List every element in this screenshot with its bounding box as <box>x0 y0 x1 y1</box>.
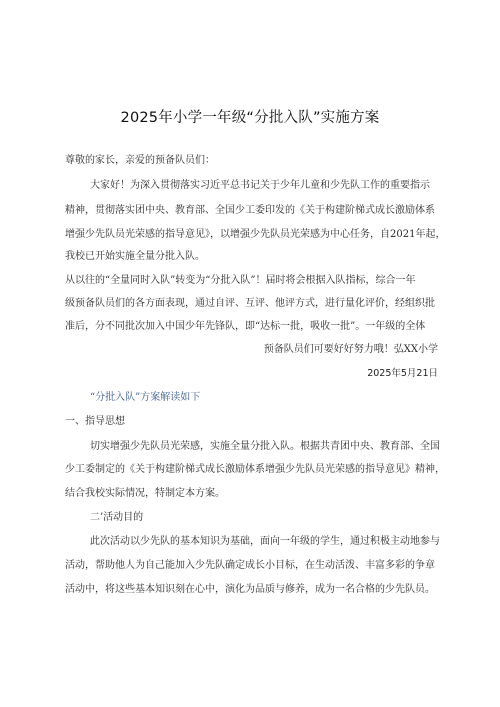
section2-heading: 二’活动目的 <box>90 512 144 523</box>
intro-line-4: 我校已开始实施全量分批入队。 <box>65 251 205 262</box>
intro-line-1: 大家好！为深入贯彻落实习近平总书记关于少年儿童和少先队工作的重要指示 <box>90 180 430 191</box>
intro-line-2: 精神，贯彻落实团中央、教育部、全国少工委印发的《关于构建阶梯式成长激励体系 <box>65 205 435 216</box>
section2-line-2: 活动，帮助他人为自己能加入少先队确定成长小目标，在生动活泼、丰富多彩的争章 <box>65 560 435 571</box>
intro-line-7: 准后，分不同批次加入中国少年先锋队，即“达标一批，吸收一批”。一年级的全体 <box>65 321 426 332</box>
section2-line-3: 活动中，将这些基本知识刻在心中，演化为品质与修养，成为一名合格的少先队员。 <box>65 584 435 595</box>
intro-line-5: 从以往的“全量同时入队”转变为“分批入队”！届时将会根据入队指标，综合一年 <box>65 275 416 286</box>
section2-line-1: 此次活动以少先队的基本知识为基础，面向一年级的学生，通过积极主动地参与 <box>90 536 440 547</box>
section1-heading: 一、指导思想 <box>65 416 125 427</box>
intro-line-8: 预备队员们可要好好努力哦！弘XX小学 <box>263 344 438 355</box>
document-title: 2025年小学一年级“分批入队”实施方案 <box>120 110 380 126</box>
section1-line-3: 结合我校实际情况，特制定本方案。 <box>65 488 225 499</box>
intro-line-3: 增强少先队员光荣感的指导意见》，以增强少先队员光荣感为中心任务，自2021年起， <box>65 229 446 240</box>
section-intro: “分批入队”方案解读如下 <box>90 392 201 403</box>
intro-line-6: 级预备队员们的各方面表现，通过自评、互评、他评方式，进行量化评价，经组织批 <box>65 298 435 309</box>
document-date: 2025年5月21日 <box>367 368 438 379</box>
greeting: 尊敬的家长，亲爱的预备队员们： <box>65 155 215 166</box>
section1-line-1: 切实增强少先队员光荣感，实施全量分批入队。根据共青团中央、教育部、全国 <box>90 441 440 452</box>
section1-line-2: 少工委制定的《关于构建阶梯式成长激励体系增强少先队员光荣感的指导意见》精神， <box>65 464 445 475</box>
